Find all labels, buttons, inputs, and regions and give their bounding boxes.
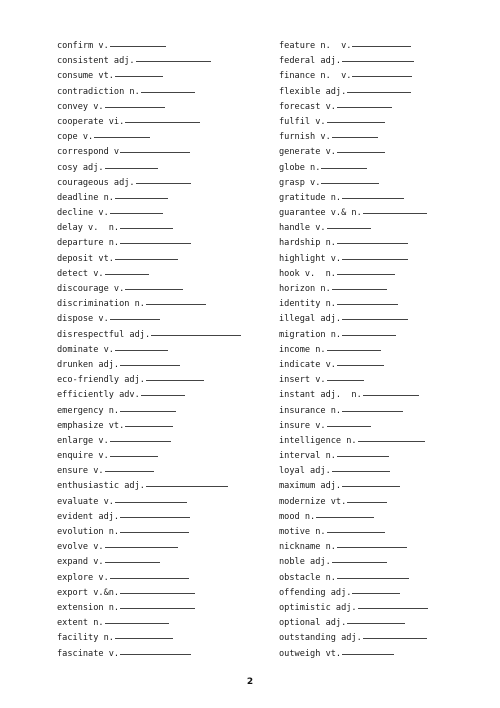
vocab-entry bbox=[57, 100, 241, 115]
answer-blank-line[interactable] bbox=[105, 623, 169, 624]
answer-blank-line[interactable] bbox=[342, 259, 408, 260]
vocab-word: forecast v. bbox=[279, 101, 336, 112]
vocab-word: fascinate v. bbox=[57, 648, 120, 659]
vocab-entry bbox=[57, 571, 241, 586]
vocab-entry bbox=[279, 358, 428, 373]
vocab-word: offending adj. bbox=[279, 587, 352, 598]
vocab-word: dominate v. bbox=[57, 344, 114, 355]
vocab-word: outstanding adj. bbox=[279, 633, 362, 644]
answer-blank-line[interactable] bbox=[141, 92, 195, 93]
vocab-word: finance n. v. bbox=[279, 71, 352, 82]
vocab-word: guarantee v.& n. bbox=[279, 208, 362, 219]
page-number: 2 bbox=[246, 677, 254, 687]
left-column bbox=[57, 39, 241, 662]
vocab-word: evolution n. bbox=[57, 527, 120, 537]
vocab-word: consume vt. bbox=[57, 71, 114, 82]
vocab-entry bbox=[57, 282, 241, 297]
answer-blank-line[interactable] bbox=[337, 107, 392, 108]
answer-blank-line[interactable] bbox=[337, 304, 398, 305]
vocab-entry bbox=[279, 39, 428, 54]
answer-blank-line[interactable] bbox=[110, 578, 189, 579]
answer-blank-line[interactable] bbox=[363, 213, 427, 214]
answer-blank-line[interactable] bbox=[115, 502, 187, 503]
answer-blank-line[interactable] bbox=[120, 228, 173, 229]
vocab-word: generate v. bbox=[279, 147, 336, 158]
vocab-entry bbox=[57, 39, 241, 54]
answer-blank-line[interactable] bbox=[110, 456, 158, 457]
vocab-entry bbox=[279, 343, 428, 358]
answer-blank-line[interactable] bbox=[332, 562, 387, 563]
answer-blank-line[interactable] bbox=[363, 395, 419, 396]
vocab-entry bbox=[57, 510, 241, 525]
answer-blank-line[interactable] bbox=[332, 289, 387, 290]
vocab-word: cosy adj. bbox=[57, 162, 104, 173]
vocab-entry bbox=[279, 631, 428, 646]
vocab-entry bbox=[57, 206, 241, 221]
vocab-entry bbox=[57, 525, 241, 540]
vocab-word: explore v. bbox=[57, 572, 109, 583]
vocab-entry bbox=[279, 616, 428, 631]
answer-blank-line[interactable] bbox=[342, 319, 408, 320]
vocab-entry bbox=[279, 388, 428, 403]
vocab-word: evident adj. bbox=[57, 511, 120, 522]
answer-blank-line[interactable] bbox=[110, 213, 163, 214]
vocab-entry bbox=[57, 85, 241, 100]
answer-blank-line[interactable] bbox=[352, 76, 412, 77]
vocab-word: horizon n. bbox=[279, 284, 331, 294]
vocab-entry bbox=[279, 525, 428, 540]
vocab-word: loyal adj. bbox=[279, 466, 331, 477]
vocab-entry bbox=[279, 312, 428, 327]
vocab-word: convey v. bbox=[57, 101, 104, 112]
vocab-word: enlarge v. bbox=[57, 435, 109, 446]
answer-blank-line[interactable] bbox=[120, 411, 176, 412]
answer-blank-line[interactable] bbox=[337, 578, 409, 579]
vocab-entry bbox=[57, 252, 241, 267]
vocab-entry bbox=[57, 176, 241, 191]
vocab-entry bbox=[57, 343, 241, 358]
answer-blank-line[interactable] bbox=[347, 92, 411, 93]
answer-blank-line[interactable] bbox=[327, 532, 385, 533]
vocab-entry bbox=[57, 586, 241, 601]
answer-blank-line[interactable] bbox=[146, 486, 228, 487]
answer-blank-line[interactable] bbox=[342, 335, 396, 336]
vocab-entry bbox=[57, 328, 241, 343]
answer-blank-line[interactable] bbox=[141, 395, 185, 396]
vocab-word: furnish v. bbox=[279, 132, 331, 143]
vocab-word: ensure v. bbox=[57, 466, 104, 477]
vocab-word: enquire v. bbox=[57, 451, 109, 462]
vocab-word: illegal adj. bbox=[279, 314, 342, 325]
vocab-entry bbox=[279, 434, 428, 449]
vocab-entry bbox=[279, 449, 428, 464]
answer-blank-line[interactable] bbox=[337, 274, 395, 275]
answer-blank-line[interactable] bbox=[120, 532, 189, 533]
answer-blank-line[interactable] bbox=[120, 243, 191, 244]
vocab-entry bbox=[279, 282, 428, 297]
answer-blank-line[interactable] bbox=[115, 638, 173, 639]
vocab-entry bbox=[57, 464, 241, 479]
answer-blank-line[interactable] bbox=[327, 426, 371, 427]
vocab-entry bbox=[279, 130, 428, 145]
answer-blank-line[interactable] bbox=[342, 198, 404, 199]
answer-blank-line[interactable] bbox=[342, 654, 394, 655]
answer-blank-line[interactable] bbox=[146, 304, 206, 305]
vocab-entry bbox=[279, 161, 428, 176]
answer-blank-line[interactable] bbox=[146, 380, 204, 381]
vocab-word: insure v. bbox=[279, 420, 326, 431]
vocab-word: income n. bbox=[279, 344, 326, 355]
vocab-entry bbox=[57, 495, 241, 510]
vocab-entry bbox=[57, 631, 241, 646]
vocab-entry bbox=[279, 601, 428, 616]
answer-blank-line[interactable] bbox=[125, 426, 173, 427]
answer-blank-line[interactable] bbox=[105, 274, 149, 275]
vocab-word: maximum adj. bbox=[279, 481, 342, 492]
vocab-entry bbox=[57, 312, 241, 327]
vocab-entry bbox=[57, 267, 241, 282]
vocab-word: correspond v bbox=[57, 147, 120, 158]
vocab-entry bbox=[279, 221, 428, 236]
answer-blank-line[interactable] bbox=[136, 61, 211, 62]
answer-blank-line[interactable] bbox=[105, 471, 154, 472]
vocab-entry bbox=[279, 252, 428, 267]
vocab-word: migration n. bbox=[279, 329, 342, 340]
answer-blank-line[interactable] bbox=[327, 350, 381, 351]
vocab-word: optimistic adj. bbox=[279, 602, 357, 613]
vocab-entry bbox=[279, 191, 428, 206]
answer-blank-line[interactable] bbox=[151, 335, 241, 336]
vocab-word: motive n. bbox=[279, 527, 326, 537]
vocab-entry bbox=[279, 404, 428, 419]
answer-blank-line[interactable] bbox=[115, 350, 168, 351]
answer-blank-line[interactable] bbox=[120, 365, 180, 366]
answer-blank-line[interactable] bbox=[327, 122, 385, 123]
answer-blank-line[interactable] bbox=[347, 502, 387, 503]
vocab-entry bbox=[279, 586, 428, 601]
vocab-word: insurance n. bbox=[279, 405, 342, 416]
vocab-entry bbox=[57, 161, 241, 176]
answer-blank-line[interactable] bbox=[358, 608, 428, 609]
vocab-word: fulfil v. bbox=[279, 116, 326, 127]
vocab-word: facility n. bbox=[57, 633, 114, 644]
vocab-word: grasp v. bbox=[279, 177, 321, 188]
vocab-word: extent n. bbox=[57, 618, 104, 629]
vocab-entry bbox=[279, 206, 428, 221]
vocab-entry bbox=[279, 328, 428, 343]
vocab-word: cooperate vi. bbox=[57, 116, 125, 127]
vocab-entry bbox=[279, 479, 428, 494]
vocab-word: feature n. v. bbox=[279, 41, 352, 51]
vocab-word: evaluate v. bbox=[57, 496, 114, 507]
vocab-word: extension n. bbox=[57, 602, 120, 613]
vocab-entry bbox=[57, 404, 241, 419]
vocab-word: federal adj. bbox=[279, 56, 342, 67]
answer-blank-line[interactable] bbox=[316, 517, 374, 518]
vocab-word: delay v. n. bbox=[57, 223, 120, 234]
vocab-entry bbox=[279, 464, 428, 479]
answer-blank-line[interactable] bbox=[342, 486, 400, 487]
vocab-entry bbox=[279, 510, 428, 525]
vocab-word: globe n. bbox=[279, 162, 321, 173]
vocab-word: consistent adj. bbox=[57, 56, 135, 67]
vocab-word: efficiently adv. bbox=[57, 390, 140, 401]
vocab-entry bbox=[57, 69, 241, 84]
vocab-word: interval n. bbox=[279, 451, 336, 462]
answer-blank-line[interactable] bbox=[337, 243, 408, 244]
vocab-entry bbox=[279, 373, 428, 388]
vocab-word: detect v. bbox=[57, 268, 104, 279]
vocab-word: discrimination n. bbox=[57, 299, 145, 310]
vocab-entry bbox=[279, 115, 428, 130]
vocab-entry bbox=[57, 434, 241, 449]
answer-blank-line[interactable] bbox=[120, 593, 195, 594]
vocab-word: deadline n. bbox=[57, 192, 114, 203]
vocab-word: decline v. bbox=[57, 208, 109, 219]
vocab-word: handle v. bbox=[279, 223, 326, 234]
vocab-word: indicate v. bbox=[279, 359, 336, 370]
vocab-entry bbox=[279, 495, 428, 510]
vocab-word: dispose v. bbox=[57, 314, 109, 325]
answer-blank-line[interactable] bbox=[105, 547, 178, 548]
answer-blank-line[interactable] bbox=[105, 168, 158, 169]
vocab-entry bbox=[57, 388, 241, 403]
vocab-word: courageous adj. bbox=[57, 177, 135, 188]
answer-blank-line[interactable] bbox=[105, 107, 165, 108]
vocab-word: confirm v. bbox=[57, 41, 109, 51]
answer-blank-line[interactable] bbox=[327, 228, 371, 229]
vocab-word: identity n. bbox=[279, 299, 336, 310]
answer-blank-line[interactable] bbox=[363, 638, 427, 639]
vocab-word: eco-friendly adj. bbox=[57, 375, 145, 386]
vocab-entry bbox=[57, 419, 241, 434]
vocab-entry bbox=[279, 267, 428, 282]
answer-blank-line[interactable] bbox=[110, 46, 166, 47]
answer-blank-line[interactable] bbox=[342, 411, 403, 412]
vocab-word: hook v. n. bbox=[279, 268, 336, 279]
vocab-entry bbox=[57, 145, 241, 160]
vocab-word: intelligence n. bbox=[279, 435, 357, 446]
vocab-word: nickname n. bbox=[279, 542, 336, 553]
vocab-word: hardship n. bbox=[279, 238, 336, 249]
answer-blank-line[interactable] bbox=[337, 365, 384, 366]
vocab-word: obstacle n. bbox=[279, 572, 336, 583]
vocab-word: highlight v. bbox=[279, 253, 342, 264]
vocab-word: disrespectful adj. bbox=[57, 329, 151, 340]
answer-blank-line[interactable] bbox=[125, 289, 183, 290]
answer-blank-line[interactable] bbox=[332, 137, 378, 138]
vocab-entry bbox=[57, 449, 241, 464]
vocab-entry bbox=[57, 555, 241, 570]
vocab-word: export v.&n. bbox=[57, 587, 120, 598]
answer-blank-line[interactable] bbox=[358, 441, 425, 442]
vocab-word: flexible adj. bbox=[279, 86, 347, 97]
answer-blank-line[interactable] bbox=[352, 46, 411, 47]
vocab-entry bbox=[57, 358, 241, 373]
answer-blank-line[interactable] bbox=[120, 152, 190, 153]
vocab-word: insert v. bbox=[279, 375, 326, 386]
answer-blank-line[interactable] bbox=[115, 76, 163, 77]
vocab-entry bbox=[57, 373, 241, 388]
vocab-word: outweigh vt. bbox=[279, 648, 342, 659]
answer-blank-line[interactable] bbox=[342, 61, 414, 62]
answer-blank-line[interactable] bbox=[125, 122, 200, 123]
vocab-word: modernize vt. bbox=[279, 496, 347, 507]
vocab-word: deposit vt. bbox=[57, 253, 114, 264]
vocab-word: discourage v. bbox=[57, 284, 125, 294]
answer-blank-line[interactable] bbox=[120, 654, 191, 655]
vocab-entry bbox=[57, 54, 241, 69]
vocab-entry bbox=[57, 647, 241, 662]
vocab-word: cope v. bbox=[57, 132, 94, 143]
vocab-word: contradiction n. bbox=[57, 86, 140, 97]
vocab-word: instant adj. n. bbox=[279, 390, 362, 401]
vocab-entry bbox=[57, 221, 241, 236]
vocab-word: enthusiastic adj. bbox=[57, 481, 145, 492]
vocab-entry bbox=[57, 130, 241, 145]
vocab-word: drunken adj. bbox=[57, 359, 120, 370]
vocab-word: departure n. bbox=[57, 238, 120, 249]
vocab-word: evolve v. bbox=[57, 542, 104, 553]
answer-blank-line[interactable] bbox=[347, 623, 405, 624]
answer-blank-line[interactable] bbox=[110, 441, 171, 442]
right-column bbox=[279, 39, 428, 662]
vocab-entry bbox=[57, 616, 241, 631]
answer-blank-line[interactable] bbox=[337, 152, 385, 153]
vocab-entry bbox=[279, 176, 428, 191]
vocab-entry bbox=[57, 297, 241, 312]
answer-blank-line[interactable] bbox=[94, 137, 150, 138]
answer-blank-line[interactable] bbox=[337, 456, 389, 457]
answer-blank-line[interactable] bbox=[120, 517, 190, 518]
answer-blank-line[interactable] bbox=[120, 608, 195, 609]
answer-blank-line[interactable] bbox=[337, 547, 407, 548]
vocab-entry bbox=[279, 145, 428, 160]
vocab-entry bbox=[279, 555, 428, 570]
vocab-entry bbox=[279, 297, 428, 312]
answer-blank-line[interactable] bbox=[332, 471, 390, 472]
vocab-word: noble adj. bbox=[279, 557, 331, 568]
answer-blank-line[interactable] bbox=[321, 183, 379, 184]
vocab-word: expand v. bbox=[57, 557, 104, 568]
vocab-entry bbox=[57, 540, 241, 555]
answer-blank-line[interactable] bbox=[321, 168, 367, 169]
answer-blank-line[interactable] bbox=[327, 380, 364, 381]
vocab-entry bbox=[57, 191, 241, 206]
answer-blank-line[interactable] bbox=[352, 593, 400, 594]
answer-blank-line[interactable] bbox=[105, 562, 160, 563]
vocab-word: emphasize vt. bbox=[57, 420, 125, 431]
vocab-word: optional adj. bbox=[279, 618, 347, 629]
answer-blank-line[interactable] bbox=[136, 183, 191, 184]
vocab-entry bbox=[279, 100, 428, 115]
vocab-entry bbox=[279, 236, 428, 251]
answer-blank-line[interactable] bbox=[115, 198, 168, 199]
answer-blank-line[interactable] bbox=[115, 259, 178, 260]
vocab-entry bbox=[279, 419, 428, 434]
vocab-word: mood n. bbox=[279, 511, 316, 522]
vocab-entry bbox=[57, 479, 241, 494]
answer-blank-line[interactable] bbox=[110, 319, 160, 320]
vocab-entry bbox=[279, 647, 428, 662]
vocab-entry bbox=[279, 69, 428, 84]
vocab-word: gratitude n. bbox=[279, 192, 342, 203]
vocab-entry bbox=[57, 601, 241, 616]
vocab-word: emergency n. bbox=[57, 405, 120, 416]
vocab-entry bbox=[279, 571, 428, 586]
vocab-entry bbox=[279, 85, 428, 100]
vocab-entry bbox=[279, 54, 428, 69]
vocab-entry bbox=[57, 236, 241, 251]
vocab-entry bbox=[279, 540, 428, 555]
vocab-entry bbox=[57, 115, 241, 130]
